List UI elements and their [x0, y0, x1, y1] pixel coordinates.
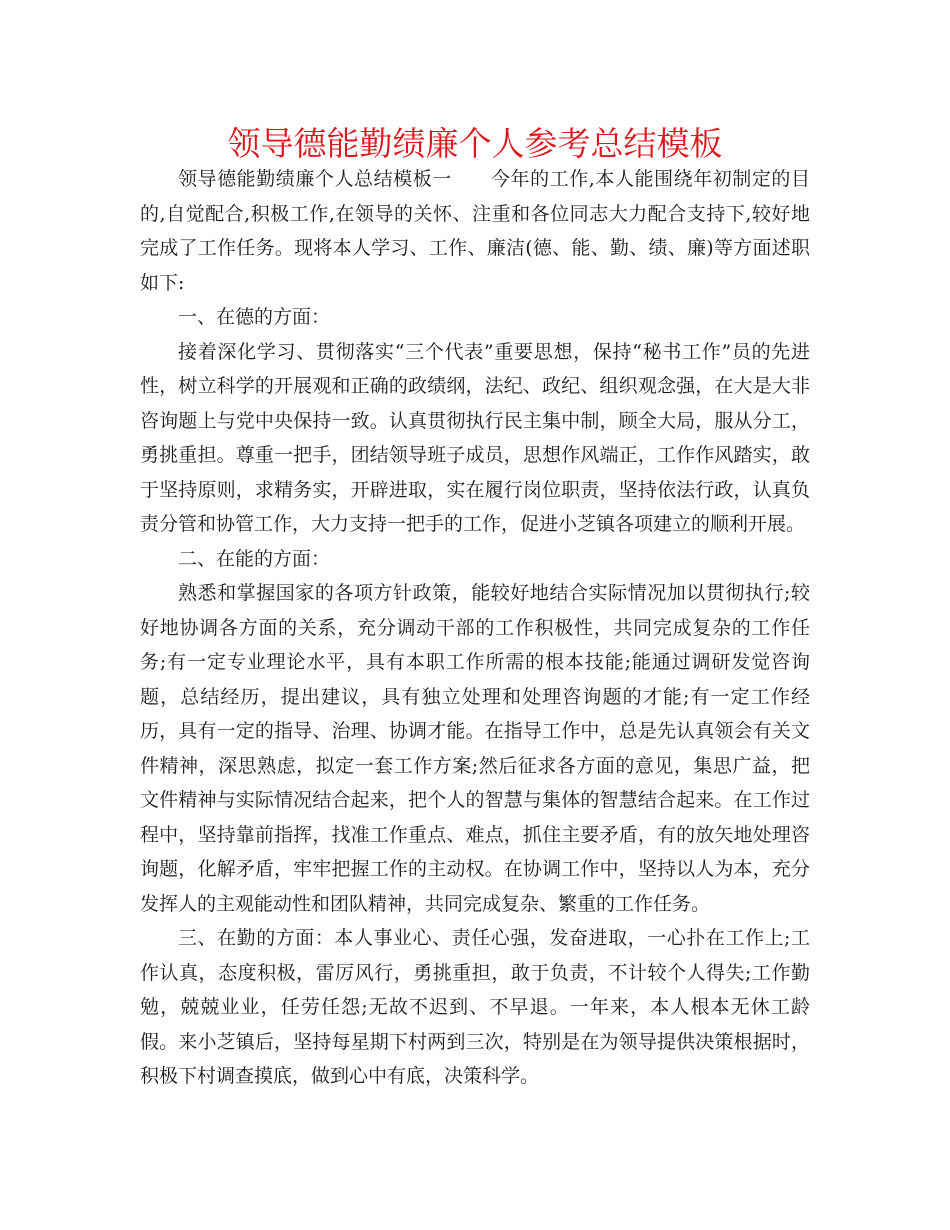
section-paragraph-qin: 三、在勤的方面：本人事业心、责任心强，发奋进取，一心扑在工作上;工作认真，态度积极，雷厉风行，勇挑重担，敢于负责，不计较个人得失;工作勤勉，兢兢业业，任劳任怨;无故不迟到、不早退。一年来，本人根本无休工龄假。来小芝镇后，坚持每星期下村两到三次，特别是在为领导提供决策根据时，积极下村调查摸底，做到心中有底，决策科学。	[140, 927, 810, 1087]
section-paragraph-de: 接着深化学习、贯彻落实“三个代表”重要思想，保持“秘书工作”员的先进性，树立科学的开展观和正确的政绩纲，法纪、政纪、组织观念强，在大是大非咨询题上与党中央保持一致。认真贯彻执行民主集中制，顾全大局，服从分工，勇挑重担。尊重一把手，团结领导班子成员，思想作风端正，工作作风踏实，敢于坚持原则，求精务实，开辟进取，实在履行岗位职责，坚持依法行政，认真负责分管和协管工作，大力支持一把手的工作，促进小芝镇各项建立的顺利开展。	[140, 340, 810, 535]
document-body	[140, 162, 810, 1094]
section-heading-neng: 二、在能的方面：	[178, 547, 331, 570]
section-paragraph-neng: 熟悉和掌握国家的各项方针政策，能较好地结合实际情况加以贯彻执行;较好地协调各方面的关系，充分调动干部的工作积极性，共同完成复杂的工作任务;有一定专业理论水平，具有本职工作所需的根本技能;能通过调研发觉咨询题，总结经历，提出建议，具有独立处理和处理咨询题的才能;有一定工作经历，具有一定的指导、治理、协调才能。在指导工作中，总是先认真领会有关文件精神，深思熟虑，拟定一套工作方案;然后征求各方面的意见，集思广益，把文件精神与实际情况结合起来，把个人的智慧与集体的智慧结合起来。在工作过程中，坚持靠前指挥，找准工作重点、难点，抓住主要矛盾，有的放矢地处理咨询题，化解矛盾，牢牢把握工作的主动权。在协调工作中，坚持以人为本，充分发挥人的主观能动性和团队精神，共同完成复杂、繁重的工作任务。	[140, 582, 810, 915]
document-title: 领导德能勤绩廉个人参考总结模板	[227, 124, 723, 163]
section-heading-de: 一、在德的方面：	[178, 306, 331, 328]
intro-paragraph: 领导德能勤绩廉个人总结模板一 今年的工作,本人能围绕年初制定的目的,自觉配合,积极工作,在领导的关怀、注重和各位同志大力配合支持下,较好地完成了工作任务。现将本人学习、工作、廉洁(德、能、勤、绩、廉)等方面述职如下:	[140, 168, 810, 294]
